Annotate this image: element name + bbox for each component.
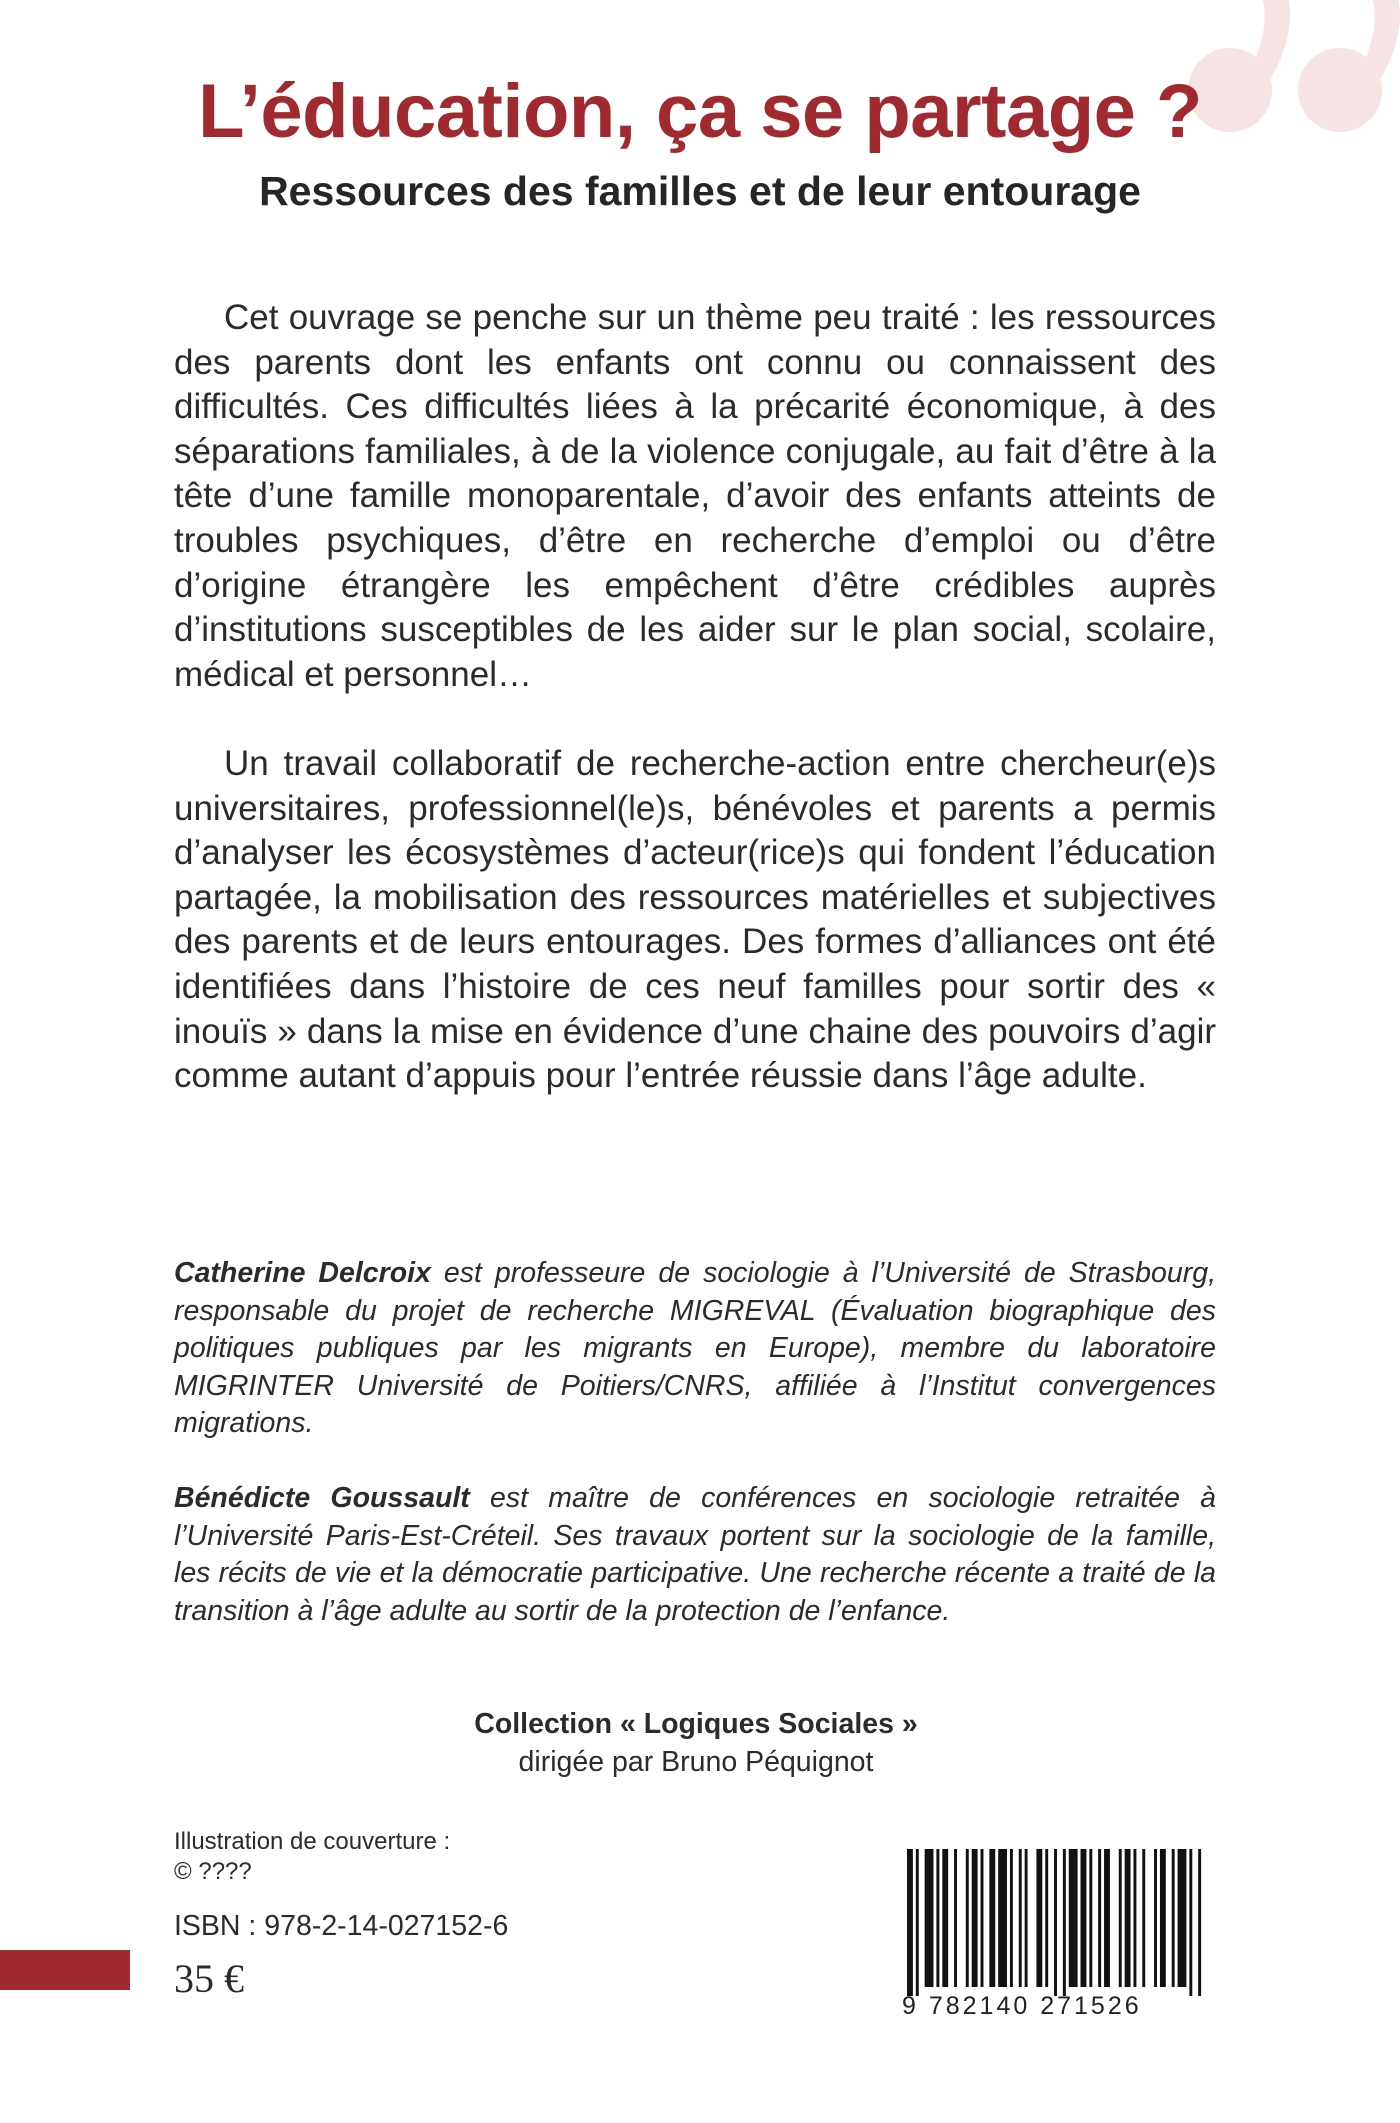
- barcode-bar: [1063, 1849, 1066, 1996]
- author-name: Catherine Delcroix: [174, 1257, 431, 1289]
- barcode-bar: [1054, 1849, 1057, 1996]
- cover-credits: [174, 1827, 450, 1887]
- barcode-bar: [1019, 1849, 1022, 1987]
- barcode-bar: [1154, 1849, 1157, 1987]
- barcode-bar: [936, 1849, 939, 1987]
- author-bio-1: [174, 1255, 1216, 1443]
- barcode-bar: [1142, 1849, 1145, 1987]
- barcode-bar: [1133, 1849, 1136, 1987]
- barcode-bar: [925, 1849, 934, 1987]
- barcode-bar: [916, 1849, 919, 1996]
- author-bio-text: est maître de conférences en sociologie retraitée à l’Université Paris-Est-Créteil. Ses travaux portent sur la sociologie de la famille, les récits de vie et la démocratie participative. Une recherche récente a traité de la transition à l’âge adulte au sortir de la protection de l’enfance.: [174, 1482, 1217, 1627]
- barcode-bar: [942, 1849, 948, 1987]
- summary-paragraph-1: Cet ouvrage se penche sur un thème peu traité : les ressources des parents dont les enfants ont connu ou connaissent des difficultés. Ces difficultés liées à la précarité économique, à des séparations familiales, à de la violence conjugale, au fait d’être à la tête d’une famille monoparentale, d’avoir des enfants atteints de troubles psychiques, d’être en recherche d’emploi ou d’être d’origine étrangère les empêchent d’être crédibles auprès d’institutions susceptibles de les aider sur le plan social, scolaire, médical et personnel…: [174, 298, 1216, 694]
- summary-paragraph-2: Un travail collaboratif de recherche-action entre chercheur(e)s universitaires, professionnel(le)s, bénévoles et parents a permis d’analyser les écosystèmes d’acteur(rice)s qui fondent l’éducation partagée, la mobilisation des ressources matérielles et subjectives des parents et de leurs entourages. Des formes d’alliances ont été identifiées dans l’histoire de ces neuf familles pour sortir des « inouïs » dans la mise en évidence d’une chaine des pouvoirs d’agir comme autant d’appuis pour l’entrée réussie dans l’âge adulte.: [174, 744, 1216, 1096]
- barcode-bar: [1036, 1849, 1042, 1987]
- collection-director: dirigée par Bruno Péquignot: [518, 1746, 874, 1778]
- author-name: Bénédicte Goussault: [174, 1482, 470, 1514]
- book-title: L’éducation, ça se partage ?: [198, 69, 1202, 154]
- book-subtitle: Ressources des familles et de leur entourage: [259, 168, 1141, 214]
- barcode-bar: [1172, 1849, 1175, 1987]
- barcode-bar: [981, 1849, 984, 1987]
- collection-name: Collection « Logiques Sociales »: [474, 1708, 918, 1740]
- illustration-value: © ????: [174, 1858, 252, 1885]
- barcode-bar: [1045, 1849, 1048, 1987]
- author-bio-2: [174, 1480, 1216, 1630]
- barcode-bar: [1125, 1849, 1131, 1987]
- barcode-bar: [998, 1849, 1007, 1987]
- barcode-bar: [1119, 1849, 1122, 1987]
- barcode-bar: [1081, 1849, 1087, 1987]
- barcode-digits: 9 782140 271526: [902, 1992, 1142, 2020]
- barcode-bar: [1025, 1849, 1028, 1987]
- barcode-bar: [972, 1849, 978, 1987]
- accent-bar: [0, 1950, 130, 1990]
- barcode-bar: [1189, 1849, 1192, 1996]
- barcode-bar: [1198, 1849, 1201, 1996]
- author-bio-text: est professeure de sociologie à l’Université de Strasbourg, responsable du projet de recherche MIGREVAL (Évaluation biographique des politiques publiques par les migrants en Europe), membre du laboratoire MIGRINTER Université de Poitiers/CNRS, affiliée à l’Institut convergences migrations.: [174, 1257, 1216, 1439]
- barcode-bar: [1098, 1849, 1101, 1987]
- barcode-bar: [989, 1849, 995, 1987]
- barcode-bar: [1089, 1849, 1092, 1987]
- barcode-bar: [954, 1849, 957, 1987]
- barcode-bar: [1104, 1849, 1110, 1987]
- collection-info: [0, 1705, 1392, 1781]
- barcode-bar: [966, 1849, 969, 1987]
- barcode-bar: [907, 1849, 913, 1996]
- barcode: [902, 1849, 1212, 1996]
- barcode-bar: [1178, 1849, 1187, 1987]
- isbn: ISBN : 978-2-14-027152-6: [174, 1910, 509, 1942]
- illustration-label: Illustration de couverture :: [174, 1828, 451, 1855]
- barcode-bar: [1160, 1849, 1166, 1987]
- barcode-bar: [1010, 1849, 1013, 1987]
- barcode-bar: [1069, 1849, 1078, 1987]
- price: 35 €: [174, 1956, 244, 2001]
